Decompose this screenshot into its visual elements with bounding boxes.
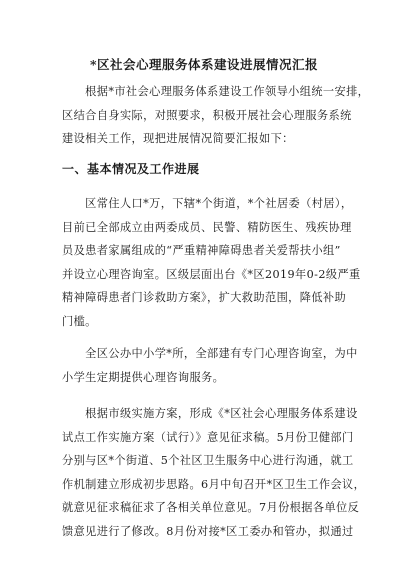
text-line: 根据*市社会心理服务体系建设工作领导小组统一安排， (62, 85, 370, 98)
text-line: 并设立心理咨询室。区级层面出台《*区2019年0-2级严重 (62, 267, 361, 281)
text-line: 门槛。 (62, 314, 97, 328)
text-line: 作机制建立形成初步思路。6月中旬召开*区卫生工作会议， (62, 477, 366, 491)
section-heading: 一、基本情况及工作进展 (62, 162, 200, 176)
text-line: 全区公办中小学*所，全部建有专门心理咨询室，为中 (62, 347, 358, 360)
text-line: 区常住人口*万，下辖*个街道，*个社居委（村居）， (62, 197, 353, 210)
text-line: 根据市级实施方案，形成《*区社会心理服务体系建设 (62, 407, 358, 420)
text-line: 精神障碍患者门诊救助方案》，扩大救助范围，降低补助 (62, 291, 347, 304)
text-line: 试点工作实施方案（试行）》意见征求稿。5月份卫健部门 (62, 430, 354, 444)
intro-paragraph (62, 80, 370, 151)
document-title: *区社会心理服务体系建设进展情况汇报 (89, 57, 319, 72)
text-line: 员及患者家属组成的“严重精神障碍患者关爱帮扶小组” (62, 244, 341, 257)
text-line: 馈意见进行了修改。8月份对接*区工委办和管办，拟通过 (62, 524, 354, 538)
text-line: 建设相关工作，现把进展情况简要汇报如下： (62, 132, 294, 145)
progress-paragraph (62, 402, 366, 543)
basic-info-paragraph (62, 192, 360, 333)
school-paragraph (62, 342, 360, 389)
text-line: 分别与区*个街道、5个社区卫生服务中心进行沟通，就工 (62, 454, 354, 467)
text-line: 小学生定期提供心理咨询服务。 (62, 370, 225, 384)
text-line: 目前已全部成立由两委成员、民警、精防医生、残疾协理 (62, 220, 352, 234)
text-line: 就意见征求稿征求了各相关单位意见。7月份根据各单位反 (62, 501, 360, 514)
text-line: 区结合自身实际，对照要求，积极开展社会心理服务系统 (62, 108, 352, 122)
